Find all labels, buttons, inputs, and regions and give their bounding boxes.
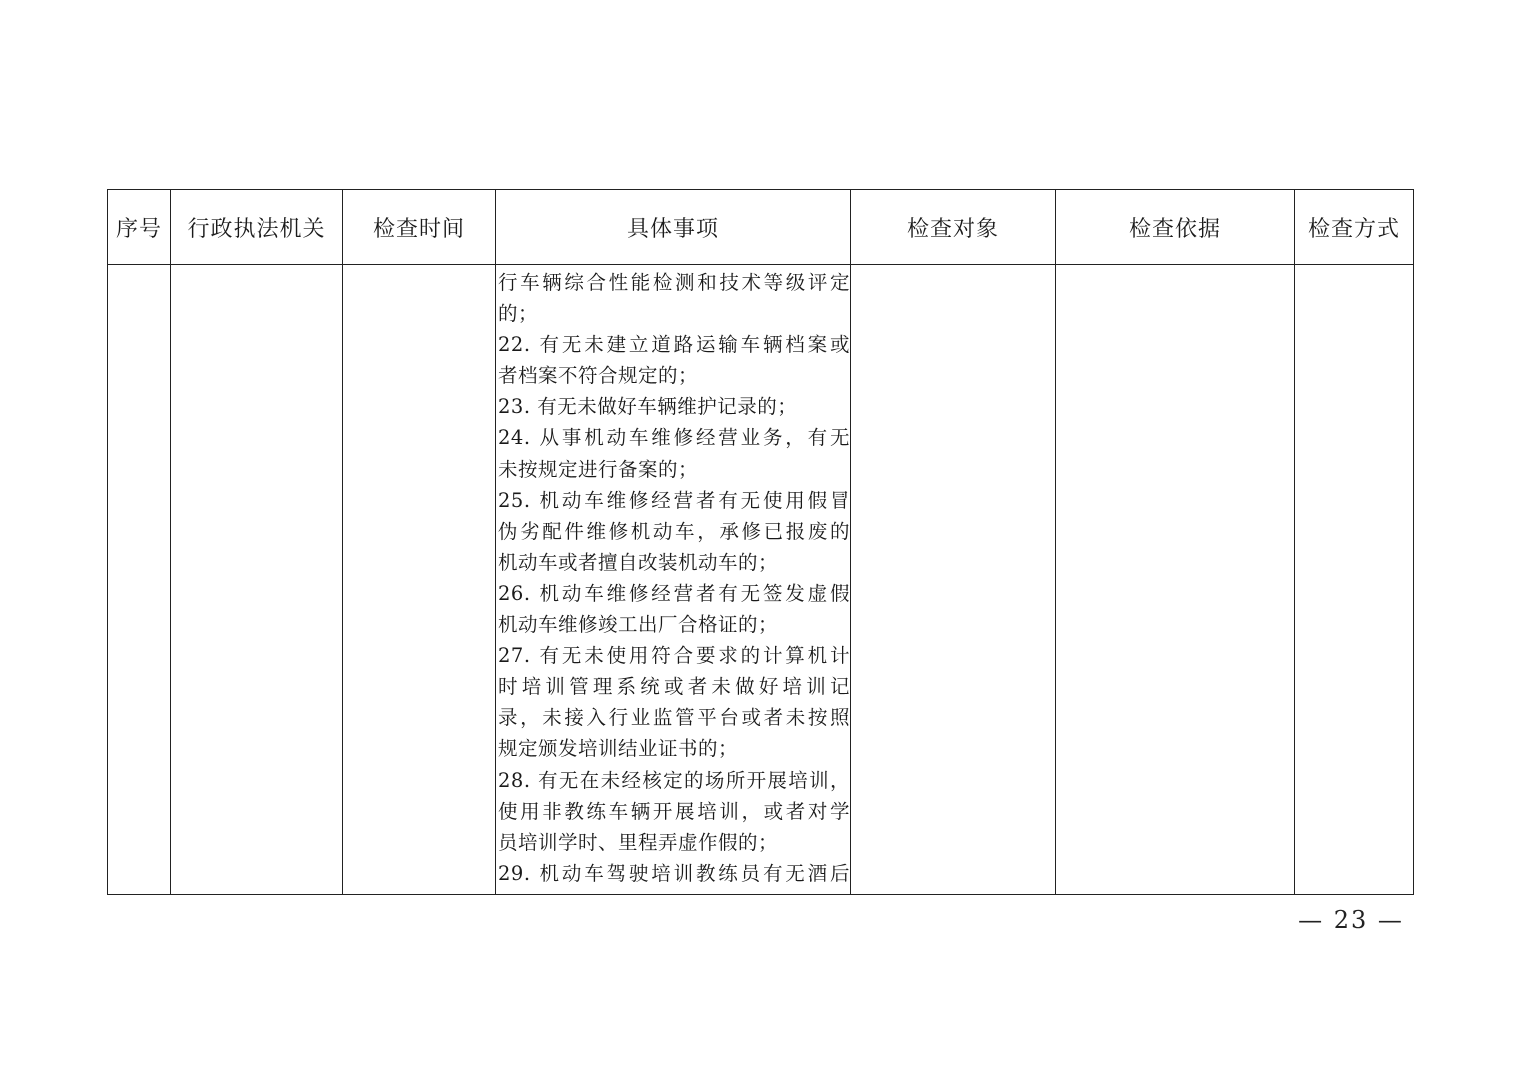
matters-line: 26. 机动车维修经营者有无签发虚假 [498, 581, 850, 605]
matters-line: 的； [498, 302, 539, 326]
cell-method [1295, 265, 1414, 895]
matters-line: 录，未接入行业监管平台或者未按照 [498, 706, 850, 730]
matters-line: 员培训学时、里程弄虚作假的； [498, 830, 779, 854]
cell-seq [108, 265, 171, 895]
matters-line: 伪劣配件维修机动车，承修已报废的 [498, 519, 850, 543]
matters-line: 规定颁发培训结业证书的； [498, 737, 739, 761]
header-matters: 具体事项 [496, 190, 851, 265]
matters-line: 未按规定进行备案的； [498, 457, 699, 481]
matters-line: 27. 有无未使用符合要求的计算机计 [498, 644, 850, 668]
table-header-row [108, 190, 1414, 265]
matters-line: 使用非教练车辆开展培训，或者对学 [498, 799, 850, 823]
cell-time [343, 265, 496, 895]
matters-line: 24. 从事机动车维修经营业务，有无 [498, 426, 850, 450]
matters-line: 机动车或者擅自改装机动车的； [498, 550, 779, 574]
cell-matters [496, 265, 851, 895]
matters-line: 28. 有无在未经核定的场所开展培训， [498, 768, 850, 792]
matters-line: 时培训管理系统或者未做好培训记 [498, 675, 850, 699]
page-number: — 23 — [1298, 906, 1404, 934]
header-target: 检查对象 [851, 190, 1056, 265]
matters-line: 25. 机动车维修经营者有无使用假冒 [498, 488, 850, 512]
matters-line: 22. 有无未建立道路运输车辆档案或 [498, 333, 850, 357]
matters-line: 23. 有无未做好车辆维护记录的； [498, 395, 798, 419]
header-time: 检查时间 [343, 190, 496, 265]
header-agency: 行政执法机关 [171, 190, 343, 265]
header-method: 检查方式 [1295, 190, 1414, 265]
inspection-table-sheet [107, 189, 1413, 895]
matters-text [496, 265, 850, 889]
cell-basis [1056, 265, 1295, 895]
matters-line: 机动车维修竣工出厂合格证的； [498, 613, 779, 637]
cell-target [851, 265, 1056, 895]
table-row [108, 265, 1414, 895]
matters-line: 者档案不符合规定的； [498, 364, 699, 388]
inspection-table [107, 189, 1414, 895]
header-seq: 序号 [108, 190, 171, 265]
header-basis: 检查依据 [1056, 190, 1295, 265]
cell-agency [171, 265, 343, 895]
matters-line: 29. 机动车驾驶培训教练员有无酒后 [498, 861, 850, 885]
matters-line: 行车辆综合性能检测和技术等级评定 [498, 271, 850, 294]
